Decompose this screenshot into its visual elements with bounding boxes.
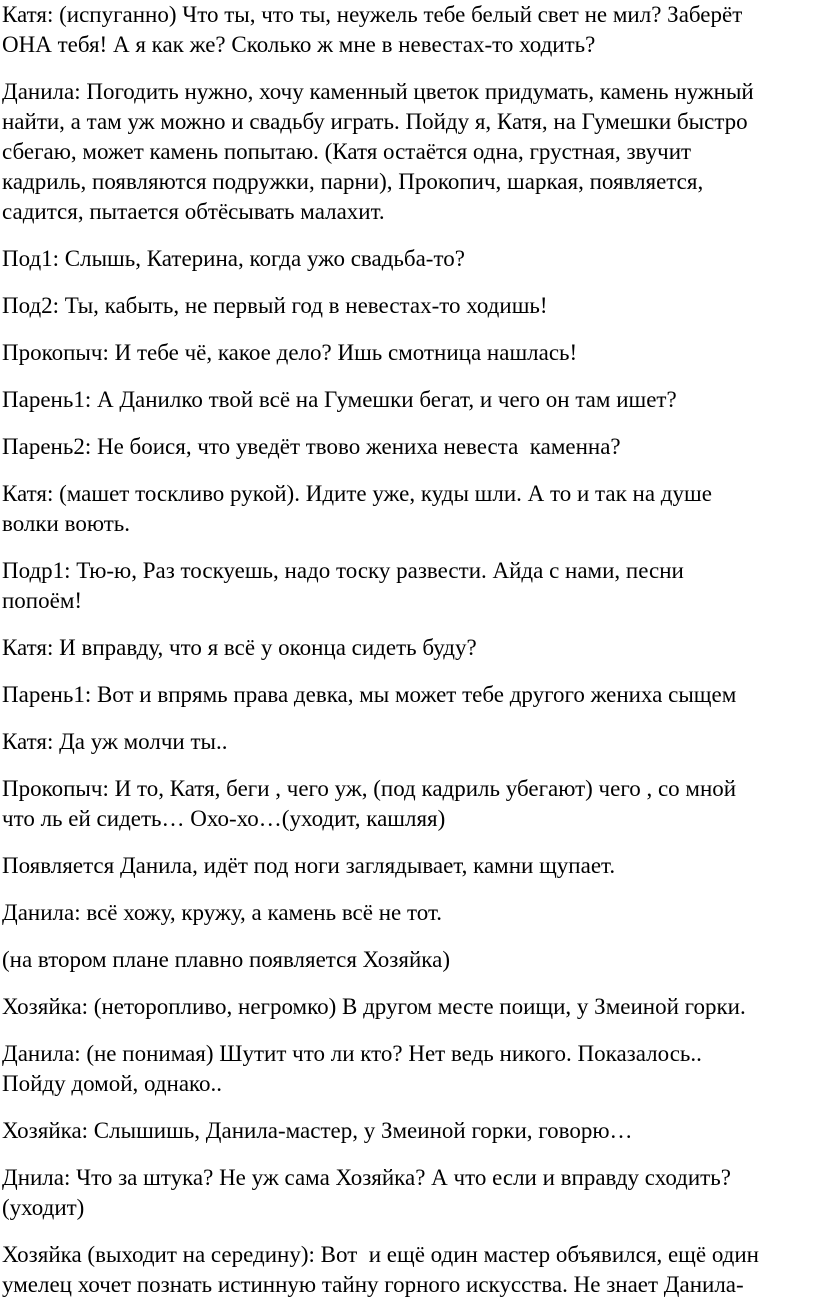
text-line: Подр1: Тю-ю, Раз тоскуешь, надо тоску развести. Айда с нами, песни bbox=[2, 558, 684, 583]
paragraph bbox=[2, 898, 812, 928]
paragraph bbox=[2, 1116, 812, 1146]
paragraph bbox=[2, 992, 812, 1022]
text-line: попоём! bbox=[2, 588, 83, 613]
text-line: Появляется Данила, идёт под ноги заглядывает, камни щупает. bbox=[2, 853, 616, 878]
text-line: Парень1: А Данилко твой всё на Гумешки бегат, и чего он там ишет? bbox=[2, 387, 677, 412]
text-line: Под2: Ты, кабыть, не первый год в невестах-то ходишь! bbox=[2, 293, 548, 318]
text-line: сбегаю, может камень попытаю. (Катя остаётся одна, грустная, звучит bbox=[2, 139, 692, 164]
text-line: найти, а там уж можно и свадьбу играть. Пойду я, Катя, на Гумешки быстро bbox=[2, 109, 748, 134]
text-line: Катя: (машет тоскливо рукой). Идите уже, куды шли. А то и так на душе bbox=[2, 481, 712, 506]
paragraph bbox=[2, 774, 812, 834]
text-line: волки воють. bbox=[2, 511, 130, 536]
text-line: Парень1: Вот и впрямь права девка, мы может тебе другого жениха сыщем bbox=[2, 682, 737, 707]
text-line: Катя: (испуганно) Что ты, что ты, неужель тебе белый свет не мил? Заберёт bbox=[2, 2, 743, 27]
paragraph bbox=[2, 77, 812, 227]
paragraph bbox=[2, 479, 812, 539]
paragraph bbox=[2, 945, 812, 975]
text-line: кадриль, появляются подружки, парни), Прокопич, шаркая, появляется, bbox=[2, 169, 704, 194]
text-line: Хозяйка: (неторопливо, негромко) В другом месте поищи, у Змеиной горки. bbox=[2, 994, 746, 1019]
paragraph bbox=[2, 633, 812, 663]
paragraph bbox=[2, 432, 812, 462]
paragraph bbox=[2, 338, 812, 368]
paragraph bbox=[2, 680, 812, 710]
text-line: Хозяйка (выходит на середину): Вот и ещё один мастер объявился, ещё один bbox=[2, 1242, 759, 1267]
paragraph bbox=[2, 1163, 812, 1223]
text-line: Прокопыч: И то, Катя, беги , чего уж, (под кадриль убегают) чего , со мной bbox=[2, 776, 737, 801]
text-line: Данила: (не понимая) Шутит что ли кто? Нет ведь никого. Показалось.. bbox=[2, 1041, 702, 1066]
text-line: Хозяйка: Слышишь, Данила-мастер, у Змеиной горки, говорю… bbox=[2, 1118, 633, 1143]
text-line: ОНА тебя! А я как же? Сколько ж мне в невестах-то ходить? bbox=[2, 32, 596, 57]
text-line: Катя: И вправду, что я всё у оконца сидеть буду? bbox=[2, 635, 477, 660]
paragraph bbox=[2, 1039, 812, 1099]
text-line: садится, пытается обтёсывать малахит. bbox=[2, 199, 385, 224]
paragraph bbox=[2, 1240, 812, 1300]
text-line: Данила: всё хожу, кружу, а камень всё не тот. bbox=[2, 900, 443, 925]
paragraph bbox=[2, 244, 812, 274]
text-line: Данила: Погодить нужно, хочу каменный цветок придумать, камень нужный bbox=[2, 79, 754, 104]
document-body bbox=[2, 0, 812, 1300]
paragraph bbox=[2, 851, 812, 881]
text-line: Парень2: Не боися, что уведёт твово жениха невеста каменна? bbox=[2, 434, 621, 459]
text-line: Прокопыч: И тебе чё, какое дело? Ишь смотница нашлась! bbox=[2, 340, 578, 365]
paragraph bbox=[2, 291, 812, 321]
paragraph bbox=[2, 0, 812, 60]
paragraph bbox=[2, 385, 812, 415]
text-line: (уходит) bbox=[2, 1195, 85, 1220]
text-line: Катя: Да уж молчи ты.. bbox=[2, 729, 228, 754]
text-line: (на втором плане плавно появляется Хозяйка) bbox=[2, 947, 450, 972]
text-line: Днила: Что за штука? Не уж сама Хозяйка? А что если и вправду сходить? bbox=[2, 1165, 731, 1190]
paragraph bbox=[2, 556, 812, 616]
text-line: Под1: Слышь, Катерина, когда ужо свадьба-то? bbox=[2, 246, 465, 271]
text-line: Пойду домой, однако.. bbox=[2, 1071, 223, 1096]
text-line: что ль ей сидеть… Охо-хо…(уходит, кашляя) bbox=[2, 806, 446, 831]
text-line: умелец хочет познать истинную тайну горного искусства. Не знает Данила- bbox=[2, 1272, 744, 1297]
paragraph bbox=[2, 727, 812, 757]
